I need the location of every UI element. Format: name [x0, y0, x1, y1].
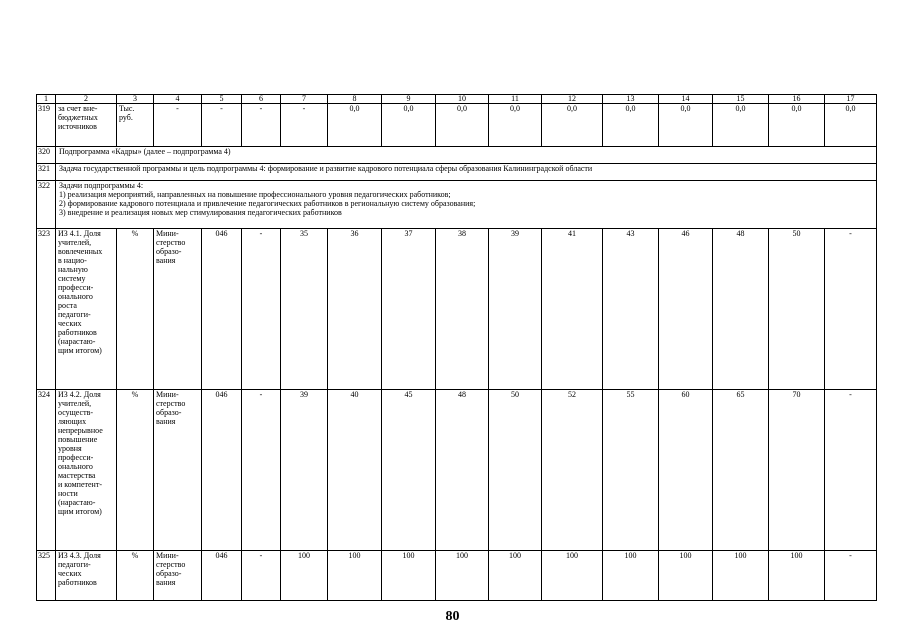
column-number: 12	[542, 95, 603, 104]
row-number: 320	[37, 147, 56, 164]
row-number: 319	[37, 104, 56, 147]
column-number-row	[37, 95, 877, 104]
column-number: 5	[202, 95, 242, 104]
value-cell: -	[242, 551, 281, 601]
column-number: 10	[436, 95, 489, 104]
table-row-324	[37, 390, 877, 551]
value-cell: -	[242, 390, 281, 551]
value-cell: -	[281, 104, 328, 147]
task-item: 3) внедрение и реализация новых мер стимулирования педагогических работников	[59, 208, 342, 217]
value-cell: 48	[436, 390, 489, 551]
value-cell: 0,0	[382, 104, 436, 147]
task-item: 2) формирование кадрового потенциала и привлечение педагогических работников в региональную систему образования;	[59, 199, 476, 208]
value-cell: 65	[713, 390, 769, 551]
task-item: 1) реализация мероприятий, направленных на повышение профессионального уровня педагогических работников;	[59, 190, 451, 199]
value-cell: 0,0	[713, 104, 769, 147]
row-number: 325	[37, 551, 56, 601]
unit-cell: %	[117, 551, 154, 601]
value-cell: 100	[382, 551, 436, 601]
value-cell: 0,0	[769, 104, 825, 147]
value-cell: 0,0	[825, 104, 877, 147]
table-row-321	[37, 164, 877, 181]
column-number: 9	[382, 95, 436, 104]
value-cell: -	[154, 104, 202, 147]
value-cell: 046	[202, 229, 242, 390]
value-cell: 100	[281, 551, 328, 601]
column-number: 3	[117, 95, 154, 104]
column-number: 11	[489, 95, 542, 104]
value-cell: 100	[489, 551, 542, 601]
value-cell: 100	[659, 551, 713, 601]
column-number: 13	[603, 95, 659, 104]
page-number: 80	[445, 609, 460, 624]
column-number: 16	[769, 95, 825, 104]
value-cell: 40	[328, 390, 382, 551]
value-cell: 0,0	[436, 104, 489, 147]
row-number: 322	[37, 181, 56, 229]
indicator-name: ИЗ 4.3. Доля педагоги- ческих работников	[56, 551, 117, 601]
value-cell: 0,0	[603, 104, 659, 147]
responsible-org: Мини- стерство образо- вания	[154, 551, 202, 601]
value-cell: 50	[769, 229, 825, 390]
row-number: 321	[37, 164, 56, 181]
table-row-322	[37, 181, 877, 229]
value-cell: 046	[202, 390, 242, 551]
tasks-heading: Задачи подпрограммы 4:	[59, 181, 144, 190]
column-number: 14	[659, 95, 713, 104]
value-cell: 39	[281, 390, 328, 551]
value-cell: 46	[659, 229, 713, 390]
column-number: 8	[328, 95, 382, 104]
value-cell: 37	[382, 229, 436, 390]
value-cell: 0,0	[328, 104, 382, 147]
value-cell: -	[242, 229, 281, 390]
value-cell: 100	[769, 551, 825, 601]
indicator-name: ИЗ 4.1. Доля учителей, вовлеченных в нацио- нальную систему професси- онального роста педагоги- ческих работников (нарастаю- щим итогом)	[56, 229, 117, 390]
column-number: 17	[825, 95, 877, 104]
unit-cell: Тыс. руб.	[117, 104, 154, 147]
indicator-name: за счет вне- бюджетных источников	[56, 104, 117, 147]
column-number: 4	[154, 95, 202, 104]
value-cell: 0,0	[542, 104, 603, 147]
value-cell: 45	[382, 390, 436, 551]
indicator-name: ИЗ 4.2. Доля учителей, осуществ- ляющих непрерывное повышение уровня професси- онального мастерства и компетент- ности (нарастаю- щим итогом)	[56, 390, 117, 551]
unit-cell: %	[117, 229, 154, 390]
value-cell: 48	[713, 229, 769, 390]
value-cell: -	[825, 390, 877, 551]
value-cell: 0,0	[659, 104, 713, 147]
value-cell: 38	[436, 229, 489, 390]
row-number: 323	[37, 229, 56, 390]
value-cell: 36	[328, 229, 382, 390]
indicator-table	[36, 94, 877, 601]
column-number: 1	[37, 95, 56, 104]
value-cell: -	[242, 104, 281, 147]
value-cell: 41	[542, 229, 603, 390]
value-cell: 046	[202, 551, 242, 601]
value-cell: 43	[603, 229, 659, 390]
value-cell: 100	[542, 551, 603, 601]
table-row-320	[37, 147, 877, 164]
value-cell: 60	[659, 390, 713, 551]
value-cell: 70	[769, 390, 825, 551]
responsible-org: Мини- стерство образо- вания	[154, 390, 202, 551]
value-cell: 100	[603, 551, 659, 601]
value-cell: 52	[542, 390, 603, 551]
responsible-org: Мини- стерство образо- вания	[154, 229, 202, 390]
value-cell: 100	[713, 551, 769, 601]
unit-cell: %	[117, 390, 154, 551]
value-cell: 55	[603, 390, 659, 551]
value-cell: 100	[328, 551, 382, 601]
column-number: 2	[56, 95, 117, 104]
value-cell: -	[825, 229, 877, 390]
table-row-323	[37, 229, 877, 390]
column-number: 6	[242, 95, 281, 104]
row-number: 324	[37, 390, 56, 551]
subprogram-title: Подпрограмма «Кадры» (далее – подпрограмма 4)	[56, 147, 877, 164]
value-cell: -	[202, 104, 242, 147]
table-row-319	[37, 104, 877, 147]
column-number: 7	[281, 95, 328, 104]
value-cell: -	[825, 551, 877, 601]
value-cell: 50	[489, 390, 542, 551]
value-cell: 100	[436, 551, 489, 601]
value-cell: 0,0	[489, 104, 542, 147]
value-cell: 39	[489, 229, 542, 390]
subprogram-tasks	[56, 181, 877, 229]
table-row-325	[37, 551, 877, 601]
column-number: 15	[713, 95, 769, 104]
value-cell: 35	[281, 229, 328, 390]
subprogram-goal: Задача государственной программы и цель подпрограммы 4: формирование и развитие кадрового потенциала сферы образования Калининградской области	[56, 164, 877, 181]
